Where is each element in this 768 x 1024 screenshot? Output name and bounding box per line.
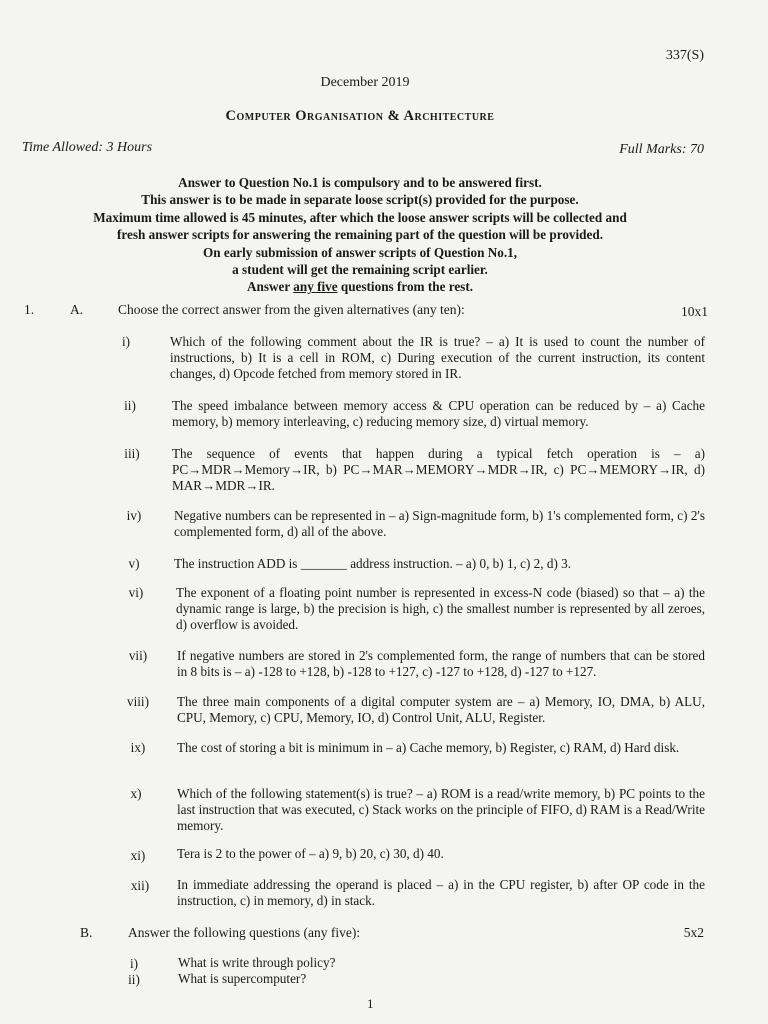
item-label: i) bbox=[121, 334, 131, 349]
part-b-marks: 5x2 bbox=[683, 925, 704, 940]
item-text: Which of the following comment about the IR is true? – a) It is used to count the number of instructions, b) It is a cell in ROM, c) During execution of the current instruction, its content changes, d) Opcode fetched from memory stored in IR. bbox=[170, 334, 705, 381]
item-text: If negative numbers are stored in 2's complemented form, the range of numbers that can be stored in 8 bits is – a) -128 to +128, b) -128 to +127, c) -127 to +128, d) -127 to +127. bbox=[177, 648, 705, 679]
item-text: The instruction ADD is _______ address instruction. – a) 0, b) 1, c) 2, d) 3. bbox=[174, 556, 572, 571]
instruction-line bbox=[50, 278, 670, 295]
item-label: ix) bbox=[130, 740, 146, 755]
item-text: The three main components of a digital computer system are – a) Memory, IO, DMA, b) ALU, CPU, Memory, c) CPU, Memory, IO, d) Control Unit, ALU, Register. bbox=[177, 694, 705, 725]
instruction-line: Maximum time allowed is 45 minutes, after which the loose answer scripts will be collected and bbox=[93, 209, 627, 225]
item-label: viii) bbox=[127, 694, 149, 709]
instructions-block bbox=[50, 174, 670, 296]
item-text: The sequence of events that happen during a typical fetch operation is – a) PC→MDR→Memory→IR, b) PC→MAR→MEMORY→MDR→IR, c) PC→MEMORY→IR, d) MAR→MDR→IR. bbox=[172, 446, 705, 493]
item-label: vi) bbox=[128, 585, 144, 600]
instruction-line: This answer is to be made in separate loose script(s) provided for the purpose. bbox=[141, 192, 579, 208]
time-allowed: Time Allowed: 3 Hours bbox=[22, 140, 153, 155]
instruction-text: questions from the rest. bbox=[337, 279, 474, 295]
item-label: xi) bbox=[130, 848, 146, 863]
item-label: xii) bbox=[130, 878, 150, 893]
instruction-text: Answer bbox=[246, 279, 294, 295]
part-a-marks: 10x1 bbox=[681, 304, 708, 319]
part-a-letter: A. bbox=[70, 302, 84, 317]
item-label: iv) bbox=[126, 508, 142, 523]
item-label: iii) bbox=[124, 446, 140, 461]
item-text: Negative numbers can be represented in – a) Sign-magnitude form, b) 1's complemented form, c) 2's complemented form, d) all of the above. bbox=[174, 508, 705, 539]
item-text: Tera is 2 to the power of – a) 9, b) 20, c) 30, d) 40. bbox=[177, 846, 444, 861]
full-marks: Full Marks: 70 bbox=[619, 142, 704, 157]
page-number: 1 bbox=[367, 996, 374, 1011]
item-text: What is write through policy? bbox=[178, 955, 336, 970]
instruction-line: On early submission of answer scripts of Question No.1, bbox=[202, 244, 518, 260]
item-text: The speed imbalance between memory access & CPU operation can be reduced by – a) Cache memory, b) memory interleaving, c) reducing memory size, d) virtual memory. bbox=[172, 398, 705, 429]
item-label: ii) bbox=[124, 398, 136, 413]
item-text: In immediate addressing the operand is placed – a) in the CPU register, b) after OP code in the instruction, c) in memory, d) in stack. bbox=[177, 877, 705, 908]
part-b-letter: B. bbox=[80, 925, 93, 940]
item-label: i) bbox=[129, 956, 139, 971]
part-a-heading: Choose the correct answer from the given alternatives (any ten): bbox=[118, 302, 465, 317]
item-label: x) bbox=[130, 786, 142, 801]
question-number: 1. bbox=[24, 302, 35, 317]
instruction-line: a student will get the remaining script earlier. bbox=[232, 262, 488, 278]
part-b-heading: Answer the following questions (any five): bbox=[128, 925, 361, 940]
item-text: The cost of storing a bit is minimum in – a) Cache memory, b) Register, c) RAM, d) Hard disk. bbox=[177, 740, 680, 755]
item-text: Which of the following statement(s) is true? – a) ROM is a read/write memory, b) PC points to the last instruction that was executed, c) Stack works on the principle of FIFO, d) RAM is a Read/Write memory. bbox=[177, 786, 705, 833]
item-text: The exponent of a floating point number is represented in excess-N code (biased) so that – a) the dynamic range is large, b) the precision is high, c) the smallest number is represented by all zeroes, d) overflow is avoided. bbox=[176, 585, 705, 632]
item-label: ii) bbox=[128, 972, 140, 987]
paper-code: 337(S) bbox=[665, 48, 704, 63]
exam-date: December 2019 bbox=[320, 75, 410, 90]
paper-title: Computer Organisation & Architecture bbox=[225, 108, 495, 124]
instruction-line: Answer to Question No.1 is compulsory and to be answered first. bbox=[178, 175, 542, 190]
item-label: v) bbox=[128, 556, 140, 571]
instruction-line: fresh answer scripts for answering the remaining part of the question will be provided. bbox=[117, 227, 603, 243]
instruction-emphasis: any five bbox=[293, 279, 338, 295]
item-label: vii) bbox=[128, 648, 148, 663]
item-text: What is supercomputer? bbox=[178, 971, 307, 986]
